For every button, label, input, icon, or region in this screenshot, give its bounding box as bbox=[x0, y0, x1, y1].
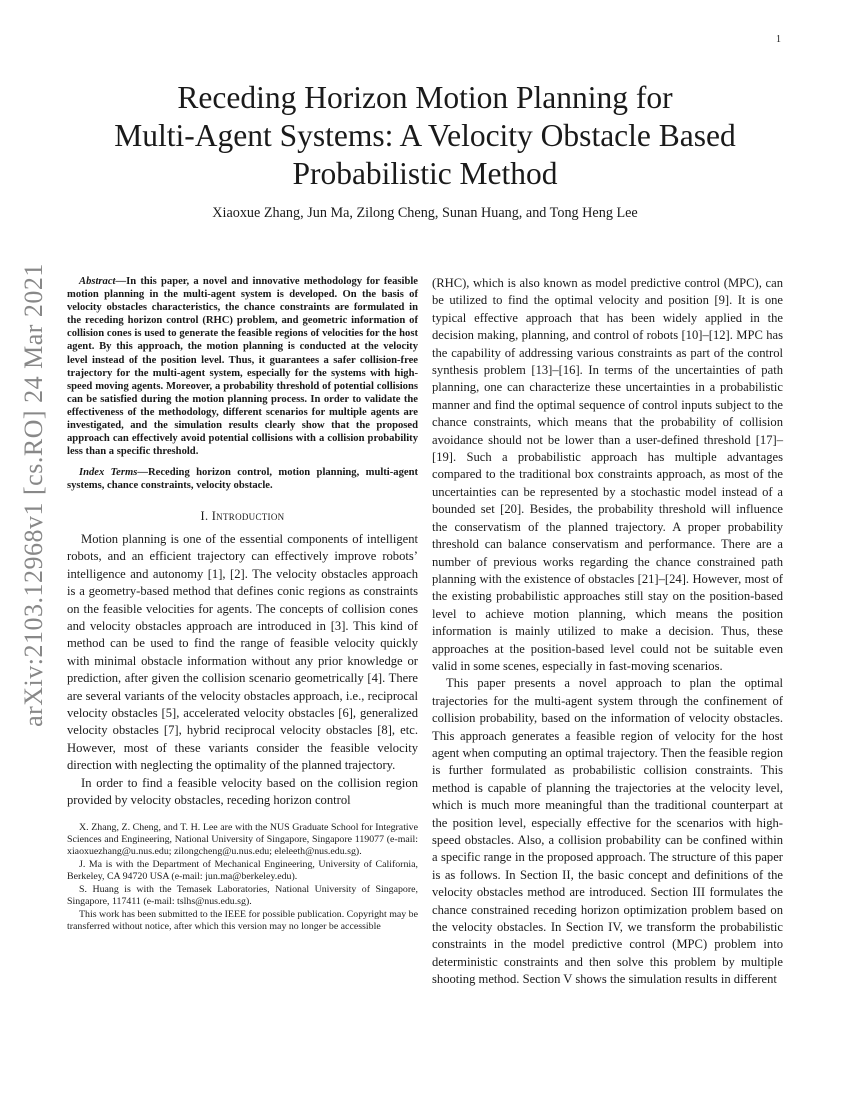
left-column bbox=[67, 275, 418, 933]
title-line: Receding Horizon Motion Planning for bbox=[177, 80, 673, 115]
abstract-label: Abstract bbox=[79, 276, 116, 287]
page-number: 1 bbox=[776, 34, 781, 45]
paragraph: (RHC), which is also known as model predictive control (MPC), can be utilized to find the optimal velocity and position [9]. It is one typical effective approach that has been widely applied in the decision making, planning, and control of robots [10]–[12]. MPC has the capability of addressing various constraints as part of the control synthesis problem [13]–[16]. In terms of the uncertainties of path planning, one can characterize these uncertainties in a probabilistic manner and find the optimal sequence of control inputs subject to the chance constraints, which means that the probability of collision avoidance should not be lower than a user-defined threshold [17]–[19]. Such a probabilistic approach has multiple advantages compared to the traditional box constraints approach, as most of the uncertainties can be represented by a stochastic model instead of a bounded set [20]. Besides, the probability threshold will influence the conservatism of the planned trajectory. A proper probability threshold can balance conservatism and performance. There are a number of previous works regarding the chance constrained path planning with the existence of obstacles [21]–[24]. However, most of the existing probabilistic approaches still stay on the position-based level to achieve motion planning, which means the position information is mainly utilized to make a decision. Thus, these approaches at the position-based level could not be suitable even valid in some scenes, especially in fast-moving scenarios. bbox=[432, 276, 783, 673]
footnote: J. Ma is with the Department of Mechanical Engineering, University of California, Berkeley, CA 94720 USA (e-mail: jun.ma@berkeley.edu). bbox=[67, 859, 418, 883]
index-terms-text: —Receding horizon control, motion planning, multi-agent systems, chance constraints, velocity obstacle. bbox=[67, 467, 418, 492]
arxiv-identifier-sidebar bbox=[12, 263, 56, 727]
right-column bbox=[432, 275, 783, 989]
paragraph: This paper presents a novel approach to plan the optimal trajectories for the multi-agent system through the confinement of collision probability, based on the information of velocity obstacles. This approach generates a feasible region of velocity for the host agent when computing an optimal trajectory. Then the feasible region is further formulated as probabilistic collision constraints. This method is capable of planning the trajectories at the velocity level, which is much more meaningful than the traditional counterpart at the position level, especially effective for the scenarios with high-speed obstacles. Also, a collision probability can be confined within a specific range in the proposed approach. The structure of this paper is as follows. In Section II, the basic concept and definitions of the velocity obstacles method are introduced. Section III formulates the chance constrained receding horizon optimization problem based on the velocity obstacles. In Section IV, we transform the probabilistic constraints in the model predictive control (MPC) problem into deterministic constraints and then solve this problem by multiple shooting method. Section V shows the simulation results in different bbox=[432, 676, 783, 987]
footnote: X. Zhang, Z. Cheng, and T. H. Lee are with the NUS Graduate School for Integrative Sciences and Engineering, National University of Singapore, Singapore 119077 (e-mail: xiaoxuezhang@u.nus.edu; zilongcheng@u.nus.edu; eleleeth@nus.edu.sg). bbox=[67, 822, 418, 858]
title-line: Probabilistic Method bbox=[292, 156, 558, 191]
footnote: This work has been submitted to the IEEE for possible publication. Copyright may be transferred without notice, after which this version may no longer be accessible bbox=[67, 908, 418, 932]
section-heading-text: I. Introduction bbox=[200, 508, 285, 523]
paragraph: In order to find a feasible velocity based on the collision region provided by velocity obstacles, receding horizon control bbox=[67, 775, 418, 807]
paragraph: Motion planning is one of the essential components of intelligent robots, and an efficient trajectory can effectively improve robots’ intelligence and autonomy [1], [2]. The velocity obstacles approach is a geometry-based method that defines conic regions as constraints on the feasible velocities for agents. The concepts of collision cones and velocity obstacles approach are introduced in [3]. This kind of method can be used to find the range of feasible velocity quickly with minimal obstacle information without any prior knowledge or prediction, after given the collision scenario geometrically [4]. There are several variants of the velocity obstacles approach, i.e., reciprocal velocity obstacles [5], accelerated velocity obstacles [6], generalized velocity obstacles [7], hybrid reciprocal velocity obstacles [8], etc. However, most of these variants consider the feasible velocity direction with neglecting the optimality of the planned trajectory. bbox=[67, 531, 418, 773]
author-list: Xiaoxue Zhang, Jun Ma, Zilong Cheng, Sunan Huang, and Tong Heng Lee bbox=[212, 205, 638, 221]
index-terms bbox=[67, 466, 418, 492]
abstract bbox=[67, 275, 418, 458]
section-heading-introduction bbox=[67, 508, 418, 525]
footnotes bbox=[67, 822, 418, 932]
index-terms-label: Index Terms bbox=[79, 467, 138, 479]
paper-title bbox=[60, 79, 790, 193]
abstract-text: —In this paper, a novel and innovative methodology for feasible motion planning in the multi-agent system is developed. On the basis of velocity obstacles characteristics, the chance constraints are formulated in the receding horizon control (RHC) problem, and geometric information of collision cones is used to generate the feasible regions of velocities for the host agent. By this approach, the motion planning is conducted at the velocity level instead of the position level. Thus, it guarantees a safer collision-free trajectory for the multi-agent system, especially for the systems with high-speed moving agents. Moreover, a probability threshold of potential collisions can be satisfied during the motion planning process. In order to validate the effectiveness of the methodology, different scenarios for multiple agents are investigated, and the simulation results clearly show that the proposed approach can effectively avoid potential collisions with a collision probability less than a specific threshold. bbox=[67, 276, 418, 458]
arxiv-identifier-text: arXiv:2103.12968v1 [cs.RO] 24 Mar 2021 bbox=[19, 263, 48, 727]
introduction-body-left bbox=[67, 531, 418, 810]
title-line: Multi-Agent Systems: A Velocity Obstacle Based bbox=[114, 118, 736, 153]
footnote: S. Huang is with the Temasek Laboratories, National University of Singapore, Singapore, 117411 (e-mail: tslhs@nus.edu.sg). bbox=[67, 883, 418, 907]
